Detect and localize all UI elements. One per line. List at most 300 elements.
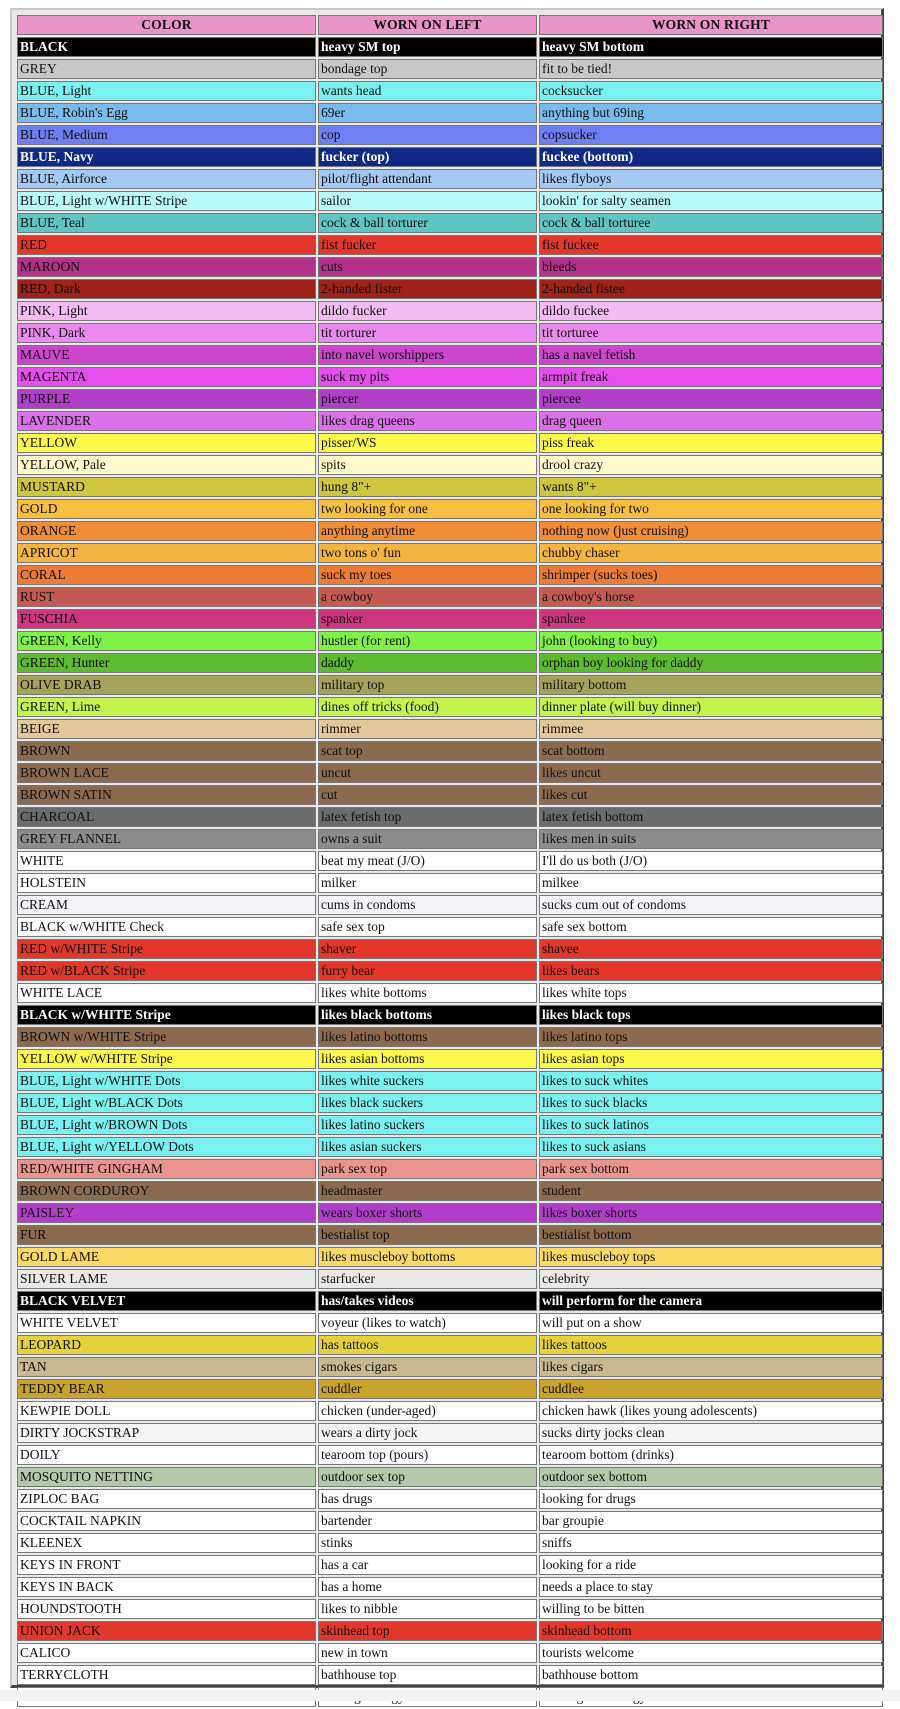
- table-row: [17, 257, 883, 277]
- worn-left-cell: safe sex top: [318, 917, 537, 937]
- worn-right-cell: military bottom: [539, 675, 883, 695]
- worn-right-cell: student: [539, 1181, 883, 1201]
- worn-right-cell: safe sex bottom: [539, 917, 883, 937]
- color-cell: BLACK w/WHITE Stripe: [17, 1005, 316, 1025]
- worn-right-cell: chicken hawk (likes young adolescents): [539, 1401, 883, 1421]
- worn-right-cell: likes bears: [539, 961, 883, 981]
- worn-right-cell: scat bottom: [539, 741, 883, 761]
- worn-right-cell: looking for drugs: [539, 1489, 883, 1509]
- table-row: [17, 1445, 883, 1465]
- color-cell: MAUVE: [17, 345, 316, 365]
- color-cell: TEDDY BEAR: [17, 1379, 316, 1399]
- worn-right-cell: likes white tops: [539, 983, 883, 1003]
- worn-left-cell: has tattoos: [318, 1335, 537, 1355]
- color-cell: GREY FLANNEL: [17, 829, 316, 849]
- header-worn-left: WORN ON LEFT: [318, 15, 537, 35]
- worn-right-cell: armpit freak: [539, 367, 883, 387]
- color-cell: WHITE VELVET: [17, 1313, 316, 1333]
- worn-left-cell: hung 8"+: [318, 477, 537, 497]
- worn-right-cell: tit torturee: [539, 323, 883, 343]
- worn-right-cell: likes to suck blacks: [539, 1093, 883, 1113]
- table-row: [17, 719, 883, 739]
- worn-left-cell: owns a suit: [318, 829, 537, 849]
- table-row: [17, 37, 883, 57]
- color-cell: COCKTAIL NAPKIN: [17, 1511, 316, 1531]
- table-row: [17, 521, 883, 541]
- table-row: [17, 961, 883, 981]
- worn-left-cell: likes drag queens: [318, 411, 537, 431]
- color-cell: ORANGE: [17, 521, 316, 541]
- color-cell: BLUE, Light w/BROWN Dots: [17, 1115, 316, 1135]
- worn-right-cell: likes black tops: [539, 1005, 883, 1025]
- worn-left-cell: starfucker: [318, 1269, 537, 1289]
- color-cell: LEOPARD: [17, 1335, 316, 1355]
- worn-right-cell: tourists welcome: [539, 1643, 883, 1663]
- table-row: [17, 1357, 883, 1377]
- table-row: [17, 1247, 883, 1267]
- color-cell: GREEN, Hunter: [17, 653, 316, 673]
- worn-right-cell: nothing now (just cruising): [539, 521, 883, 541]
- color-cell: BLACK: [17, 37, 316, 57]
- table-row: [17, 1005, 883, 1025]
- color-cell: MOSQUITO NETTING: [17, 1467, 316, 1487]
- worn-right-cell: fit to be tied!: [539, 59, 883, 79]
- color-cell: BLACK VELVET: [17, 1291, 316, 1311]
- color-cell: BROWN SATIN: [17, 785, 316, 805]
- table-row: [17, 1401, 883, 1421]
- color-cell: KEWPIE DOLL: [17, 1401, 316, 1421]
- worn-left-cell: piercer: [318, 389, 537, 409]
- color-cell: BLUE, Airforce: [17, 169, 316, 189]
- worn-right-cell: likes to suck asians: [539, 1137, 883, 1157]
- worn-right-cell: outdoor sex bottom: [539, 1467, 883, 1487]
- table-row: [17, 565, 883, 585]
- table-row: [17, 103, 883, 123]
- worn-left-cell: beat my meat (J/O): [318, 851, 537, 871]
- header-row: [17, 15, 883, 35]
- table-row: [17, 1467, 883, 1487]
- worn-right-cell: has a navel fetish: [539, 345, 883, 365]
- worn-left-cell: latex fetish top: [318, 807, 537, 827]
- worn-right-cell: sniffs: [539, 1533, 883, 1553]
- worn-right-cell: bestialist bottom: [539, 1225, 883, 1245]
- table-row: [17, 1423, 883, 1443]
- color-cell: GOLD LAME: [17, 1247, 316, 1267]
- worn-left-cell: wants head: [318, 81, 537, 101]
- table-row: [17, 345, 883, 365]
- table-row: [17, 191, 883, 211]
- color-cell: GREEN, Lime: [17, 697, 316, 717]
- worn-right-cell: likes tattoos: [539, 1335, 883, 1355]
- worn-left-cell: suck my toes: [318, 565, 537, 585]
- worn-right-cell: park sex bottom: [539, 1159, 883, 1179]
- table-row: [17, 983, 883, 1003]
- worn-left-cell: has a car: [318, 1555, 537, 1575]
- color-cell: BROWN: [17, 741, 316, 761]
- worn-right-cell: I'll do us both (J/O): [539, 851, 883, 871]
- worn-right-cell: 2-handed fistee: [539, 279, 883, 299]
- table-row: [17, 1313, 883, 1333]
- worn-left-cell: daddy: [318, 653, 537, 673]
- worn-left-cell: likes asian suckers: [318, 1137, 537, 1157]
- worn-left-cell: two tons o' fun: [318, 543, 537, 563]
- table-row: [17, 807, 883, 827]
- color-cell: RED: [17, 235, 316, 255]
- table-row: [17, 367, 883, 387]
- worn-left-cell: into navel worshippers: [318, 345, 537, 365]
- color-cell: BLACK w/WHITE Check: [17, 917, 316, 937]
- table-row: [17, 1643, 883, 1663]
- table-row: [17, 1291, 883, 1311]
- worn-left-cell: cock & ball torturer: [318, 213, 537, 233]
- table-row: [17, 59, 883, 79]
- worn-right-cell: cock & ball torturee: [539, 213, 883, 233]
- worn-left-cell: likes white bottoms: [318, 983, 537, 1003]
- color-cell: RED w/WHITE Stripe: [17, 939, 316, 959]
- worn-left-cell: scat top: [318, 741, 537, 761]
- worn-right-cell: looking for a ride: [539, 1555, 883, 1575]
- worn-right-cell: fuckee (bottom): [539, 147, 883, 167]
- table-row: [17, 1181, 883, 1201]
- table-row: [17, 81, 883, 101]
- color-cell: YELLOW w/WHITE Stripe: [17, 1049, 316, 1069]
- table-row: [17, 323, 883, 343]
- worn-right-cell: likes boxer shorts: [539, 1203, 883, 1223]
- table-row: [17, 1049, 883, 1069]
- worn-right-cell: willing to be bitten: [539, 1599, 883, 1619]
- worn-right-cell: sucks dirty jocks clean: [539, 1423, 883, 1443]
- table-row: [17, 785, 883, 805]
- table-row: [17, 1335, 883, 1355]
- table-row: [17, 1269, 883, 1289]
- color-cell: ZIPLOC BAG: [17, 1489, 316, 1509]
- color-cell: CREAM: [17, 895, 316, 915]
- color-cell: BROWN w/WHITE Stripe: [17, 1027, 316, 1047]
- worn-right-cell: fist fuckee: [539, 235, 883, 255]
- worn-left-cell: dines off tricks (food): [318, 697, 537, 717]
- color-cell: MAGENTA: [17, 367, 316, 387]
- table-row: [17, 301, 883, 321]
- worn-left-cell: cuts: [318, 257, 537, 277]
- table-row: [17, 873, 883, 893]
- worn-left-cell: two looking for one: [318, 499, 537, 519]
- worn-left-cell: tearoom top (pours): [318, 1445, 537, 1465]
- color-cell: PURPLE: [17, 389, 316, 409]
- color-cell: SILVER LAME: [17, 1269, 316, 1289]
- worn-left-cell: cut: [318, 785, 537, 805]
- worn-left-cell: milker: [318, 873, 537, 893]
- worn-left-cell: pilot/flight attendant: [318, 169, 537, 189]
- color-cell: BLUE, Teal: [17, 213, 316, 233]
- color-cell: RED w/BLACK Stripe: [17, 961, 316, 981]
- table-row: [17, 411, 883, 431]
- color-cell: WHITE LACE: [17, 983, 316, 1003]
- hanky-code-table: [15, 13, 885, 1709]
- worn-left-cell: tit torturer: [318, 323, 537, 343]
- worn-left-cell: likes white suckers: [318, 1071, 537, 1091]
- table-row: [17, 609, 883, 629]
- color-cell: BLUE, Light w/BLACK Dots: [17, 1093, 316, 1113]
- worn-left-cell: suck my pits: [318, 367, 537, 387]
- worn-left-cell: 2-handed fister: [318, 279, 537, 299]
- table-row: [17, 917, 883, 937]
- page-bottom: [0, 1690, 900, 1701]
- color-cell: RED, Dark: [17, 279, 316, 299]
- worn-left-cell: pisser/WS: [318, 433, 537, 453]
- table-row: [17, 125, 883, 145]
- worn-left-cell: has a home: [318, 1577, 537, 1597]
- worn-left-cell: anything anytime: [318, 521, 537, 541]
- table-row: [17, 389, 883, 409]
- table-row: [17, 1489, 883, 1509]
- table-row: [17, 631, 883, 651]
- worn-right-cell: milkee: [539, 873, 883, 893]
- color-cell: CORAL: [17, 565, 316, 585]
- worn-right-cell: latex fetish bottom: [539, 807, 883, 827]
- worn-right-cell: sucks cum out of condoms: [539, 895, 883, 915]
- header-worn-right: WORN ON RIGHT: [539, 15, 883, 35]
- worn-left-cell: hustler (for rent): [318, 631, 537, 651]
- worn-right-cell: likes flyboys: [539, 169, 883, 189]
- table-row: [17, 1555, 883, 1575]
- color-cell: CALICO: [17, 1643, 316, 1663]
- worn-right-cell: drag queen: [539, 411, 883, 431]
- table-row: [17, 1137, 883, 1157]
- color-cell: KEYS IN FRONT: [17, 1555, 316, 1575]
- worn-right-cell: likes asian tops: [539, 1049, 883, 1069]
- worn-left-cell: wears a dirty jock: [318, 1423, 537, 1443]
- color-cell: MAROON: [17, 257, 316, 277]
- worn-right-cell: shavee: [539, 939, 883, 959]
- worn-left-cell: a cowboy: [318, 587, 537, 607]
- worn-right-cell: chubby chaser: [539, 543, 883, 563]
- worn-right-cell: skinhead bottom: [539, 1621, 883, 1641]
- worn-right-cell: heavy SM bottom: [539, 37, 883, 57]
- worn-left-cell: bartender: [318, 1511, 537, 1531]
- color-cell: GREY: [17, 59, 316, 79]
- table-row: [17, 169, 883, 189]
- worn-right-cell: piss freak: [539, 433, 883, 453]
- color-cell: HOLSTEIN: [17, 873, 316, 893]
- color-cell: BLUE, Light: [17, 81, 316, 101]
- table-row: [17, 741, 883, 761]
- worn-right-cell: cuddlee: [539, 1379, 883, 1399]
- color-cell: CHARCOAL: [17, 807, 316, 827]
- color-cell: BLUE, Light w/WHITE Stripe: [17, 191, 316, 211]
- worn-left-cell: likes latino bottoms: [318, 1027, 537, 1047]
- table-row: [17, 675, 883, 695]
- worn-left-cell: new in town: [318, 1643, 537, 1663]
- worn-left-cell: likes to nibble: [318, 1599, 537, 1619]
- color-cell: OLIVE DRAB: [17, 675, 316, 695]
- table-row: [17, 1665, 883, 1685]
- worn-left-cell: stinks: [318, 1533, 537, 1553]
- worn-right-cell: wants 8"+: [539, 477, 883, 497]
- worn-right-cell: orphan boy looking for daddy: [539, 653, 883, 673]
- worn-left-cell: likes muscleboy bottoms: [318, 1247, 537, 1267]
- worn-right-cell: needs a place to stay: [539, 1577, 883, 1597]
- worn-left-cell: likes black bottoms: [318, 1005, 537, 1025]
- table-row: [17, 1159, 883, 1179]
- worn-left-cell: wears boxer shorts: [318, 1203, 537, 1223]
- table-row: [17, 147, 883, 167]
- table-row: [17, 763, 883, 783]
- color-cell: FUSCHIA: [17, 609, 316, 629]
- worn-left-cell: spits: [318, 455, 537, 475]
- worn-right-cell: anything but 69ing: [539, 103, 883, 123]
- worn-left-cell: cuddler: [318, 1379, 537, 1399]
- worn-left-cell: has/takes videos: [318, 1291, 537, 1311]
- worn-left-cell: skinhead top: [318, 1621, 537, 1641]
- worn-right-cell: piercee: [539, 389, 883, 409]
- color-cell: BLUE, Robin's Egg: [17, 103, 316, 123]
- table-row: [17, 1599, 883, 1619]
- color-cell: BEIGE: [17, 719, 316, 739]
- worn-left-cell: furry bear: [318, 961, 537, 981]
- color-cell: DOILY: [17, 1445, 316, 1465]
- table-row: [17, 829, 883, 849]
- worn-left-cell: bestialist top: [318, 1225, 537, 1245]
- table-row: [17, 895, 883, 915]
- worn-left-cell: sailor: [318, 191, 537, 211]
- worn-right-cell: dildo fuckee: [539, 301, 883, 321]
- worn-right-cell: bleeds: [539, 257, 883, 277]
- worn-right-cell: bathhouse bottom: [539, 1665, 883, 1685]
- worn-left-cell: has drugs: [318, 1489, 537, 1509]
- color-cell: APRICOT: [17, 543, 316, 563]
- table-row: [17, 939, 883, 959]
- table-row: [17, 1511, 883, 1531]
- color-cell: WHITE: [17, 851, 316, 871]
- table-row: [17, 1621, 883, 1641]
- worn-right-cell: cocksucker: [539, 81, 883, 101]
- worn-right-cell: shrimper (sucks toes): [539, 565, 883, 585]
- worn-left-cell: likes latino suckers: [318, 1115, 537, 1135]
- worn-right-cell: likes to suck latinos: [539, 1115, 883, 1135]
- table-row: [17, 1225, 883, 1245]
- worn-left-cell: cums in condoms: [318, 895, 537, 915]
- color-cell: PINK, Dark: [17, 323, 316, 343]
- worn-left-cell: fist fucker: [318, 235, 537, 255]
- table-row: [17, 455, 883, 475]
- worn-left-cell: 69er: [318, 103, 537, 123]
- worn-left-cell: heavy SM top: [318, 37, 537, 57]
- color-cell: TERRYCLOTH: [17, 1665, 316, 1685]
- table-body: [17, 37, 883, 1707]
- color-cell: BLUE, Light w/WHITE Dots: [17, 1071, 316, 1091]
- table-row: [17, 1203, 883, 1223]
- color-cell: BLUE, Medium: [17, 125, 316, 145]
- color-cell: DIRTY JOCKSTRAP: [17, 1423, 316, 1443]
- worn-right-cell: likes cut: [539, 785, 883, 805]
- color-cell: HOUNDSTOOTH: [17, 1599, 316, 1619]
- worn-left-cell: fucker (top): [318, 147, 537, 167]
- worn-left-cell: likes asian bottoms: [318, 1049, 537, 1069]
- color-cell: MUSTARD: [17, 477, 316, 497]
- worn-left-cell: likes black suckers: [318, 1093, 537, 1113]
- color-cell: PAISLEY: [17, 1203, 316, 1223]
- color-cell: KLEENEX: [17, 1533, 316, 1553]
- worn-right-cell: bar groupie: [539, 1511, 883, 1531]
- table-row: [17, 653, 883, 673]
- worn-right-cell: spankee: [539, 609, 883, 629]
- table-row: [17, 235, 883, 255]
- worn-right-cell: tearoom bottom (drinks): [539, 1445, 883, 1465]
- color-cell: GREEN, Kelly: [17, 631, 316, 651]
- table-row: [17, 1071, 883, 1091]
- worn-right-cell: will put on a show: [539, 1313, 883, 1333]
- worn-left-cell: bondage top: [318, 59, 537, 79]
- worn-left-cell: uncut: [318, 763, 537, 783]
- worn-left-cell: rimmer: [318, 719, 537, 739]
- worn-left-cell: spanker: [318, 609, 537, 629]
- worn-right-cell: likes uncut: [539, 763, 883, 783]
- worn-left-cell: shaver: [318, 939, 537, 959]
- worn-right-cell: likes men in suits: [539, 829, 883, 849]
- table-row: [17, 543, 883, 563]
- worn-right-cell: celebrity: [539, 1269, 883, 1289]
- worn-left-cell: headmaster: [318, 1181, 537, 1201]
- color-cell: GOLD: [17, 499, 316, 519]
- color-cell: BLUE, Light w/YELLOW Dots: [17, 1137, 316, 1157]
- table-row: [17, 279, 883, 299]
- color-cell: FUR: [17, 1225, 316, 1245]
- worn-right-cell: copsucker: [539, 125, 883, 145]
- worn-left-cell: cop: [318, 125, 537, 145]
- worn-right-cell: rimmee: [539, 719, 883, 739]
- worn-right-cell: likes muscleboy tops: [539, 1247, 883, 1267]
- table-row: [17, 1577, 883, 1597]
- color-cell: BLUE, Navy: [17, 147, 316, 167]
- table-row: [17, 477, 883, 497]
- color-cell: YELLOW: [17, 433, 316, 453]
- worn-right-cell: lookin' for salty seamen: [539, 191, 883, 211]
- worn-right-cell: drool crazy: [539, 455, 883, 475]
- color-cell: BROWN LACE: [17, 763, 316, 783]
- table-row: [17, 1115, 883, 1135]
- color-cell: UNION JACK: [17, 1621, 316, 1641]
- color-cell: PINK, Light: [17, 301, 316, 321]
- worn-left-cell: chicken (under-aged): [318, 1401, 537, 1421]
- worn-right-cell: one looking for two: [539, 499, 883, 519]
- color-cell: BROWN CORDUROY: [17, 1181, 316, 1201]
- worn-right-cell: john (looking to buy): [539, 631, 883, 651]
- color-cell: TAN: [17, 1357, 316, 1377]
- table-row: [17, 213, 883, 233]
- table-row: [17, 697, 883, 717]
- worn-right-cell: likes to suck whites: [539, 1071, 883, 1091]
- color-cell: RUST: [17, 587, 316, 607]
- worn-left-cell: military top: [318, 675, 537, 695]
- worn-right-cell: likes latino tops: [539, 1027, 883, 1047]
- color-cell: KEYS IN BACK: [17, 1577, 316, 1597]
- worn-right-cell: dinner plate (will buy dinner): [539, 697, 883, 717]
- worn-left-cell: outdoor sex top: [318, 1467, 537, 1487]
- worn-left-cell: voyeur (likes to watch): [318, 1313, 537, 1333]
- worn-right-cell: will perform for the camera: [539, 1291, 883, 1311]
- worn-left-cell: dildo fucker: [318, 301, 537, 321]
- table-row: [17, 433, 883, 453]
- header-color: COLOR: [17, 15, 316, 35]
- worn-left-cell: park sex top: [318, 1159, 537, 1179]
- table-row: [17, 587, 883, 607]
- color-cell: LAVENDER: [17, 411, 316, 431]
- worn-left-cell: smokes cigars: [318, 1357, 537, 1377]
- table-row: [17, 851, 883, 871]
- worn-right-cell: likes cigars: [539, 1357, 883, 1377]
- worn-right-cell: a cowboy's horse: [539, 587, 883, 607]
- table-row: [17, 1093, 883, 1113]
